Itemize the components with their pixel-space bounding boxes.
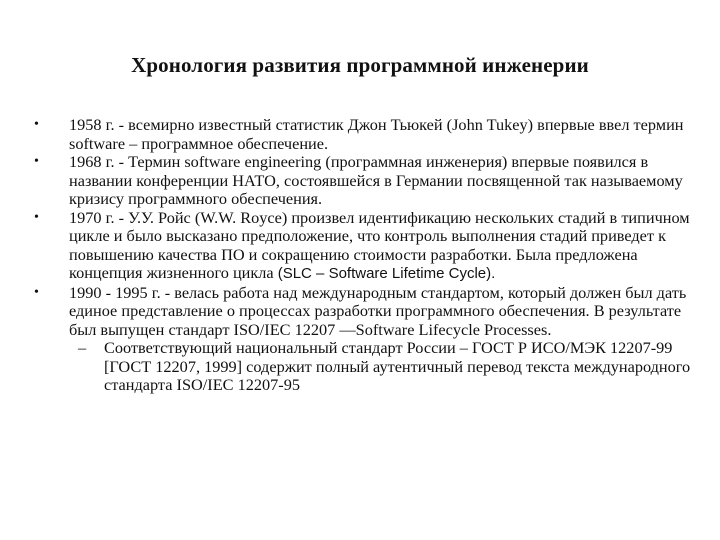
bullet-item-1958 bbox=[34, 116, 694, 153]
bullet-item-1968 bbox=[34, 153, 694, 209]
bullet-dot-icon: • bbox=[34, 117, 39, 132]
sub-text-gost: Соответствующий национальный стандарт России – ГОСТ Р ИСО/МЭК 12207-99 [ГОСТ 12207, 1999] содержит полный аутентичный перевод текста международного стандарта ISO/IEC 12207-95 bbox=[104, 338, 691, 394]
slide-title: Хронология развития программной инженерии bbox=[131, 53, 589, 77]
bullet-text-1990: 1990 - 1995 г. - велась работа над международным стандартом, который должен был дать единое представление о процессах разработки программного обеспечения. В результате был выпущен стандарт ISO/IEC 12207 —Software Lifecycle Processes. bbox=[69, 282, 687, 339]
bullet-text-1968: 1968 г. - Термин software engineering (программная инженерия) впервые появился в названии конференции НАТО, состоявшейся в Германии посвященной так называемому кризису программного обеспечения. bbox=[69, 152, 683, 208]
bullet-text-1970: 1970 г. - У.У. Ройс (W.W. Royce) произвел идентификацию нескольких стадий в типичном цикле и было высказано предположение, что контроль выполнения стадий приведет к повышению качества ПО и сокращению стоимости разработки. Была предложена концепция жизненного цикла bbox=[69, 207, 690, 282]
bullet-dot-icon: • bbox=[34, 284, 39, 300]
dash-icon: – bbox=[78, 338, 87, 357]
bullet-dot-icon: • bbox=[34, 154, 39, 169]
bullet-item-1970 bbox=[34, 209, 694, 284]
bullet-item-1990 bbox=[34, 284, 694, 395]
bullet-dot-icon: • bbox=[34, 209, 39, 225]
bullet-text-1958: 1958 г. - всемирно известный статистик Джон Тьюкей (John Tukey) впервые ввел термин software – программное обеспечение. bbox=[69, 115, 684, 153]
bullet-list bbox=[34, 116, 694, 395]
sub-list bbox=[69, 339, 694, 395]
bullet-text-1970-slc: (SLC – Software Lifetime Cycle). bbox=[277, 265, 496, 282]
sub-item-gost bbox=[69, 339, 694, 395]
